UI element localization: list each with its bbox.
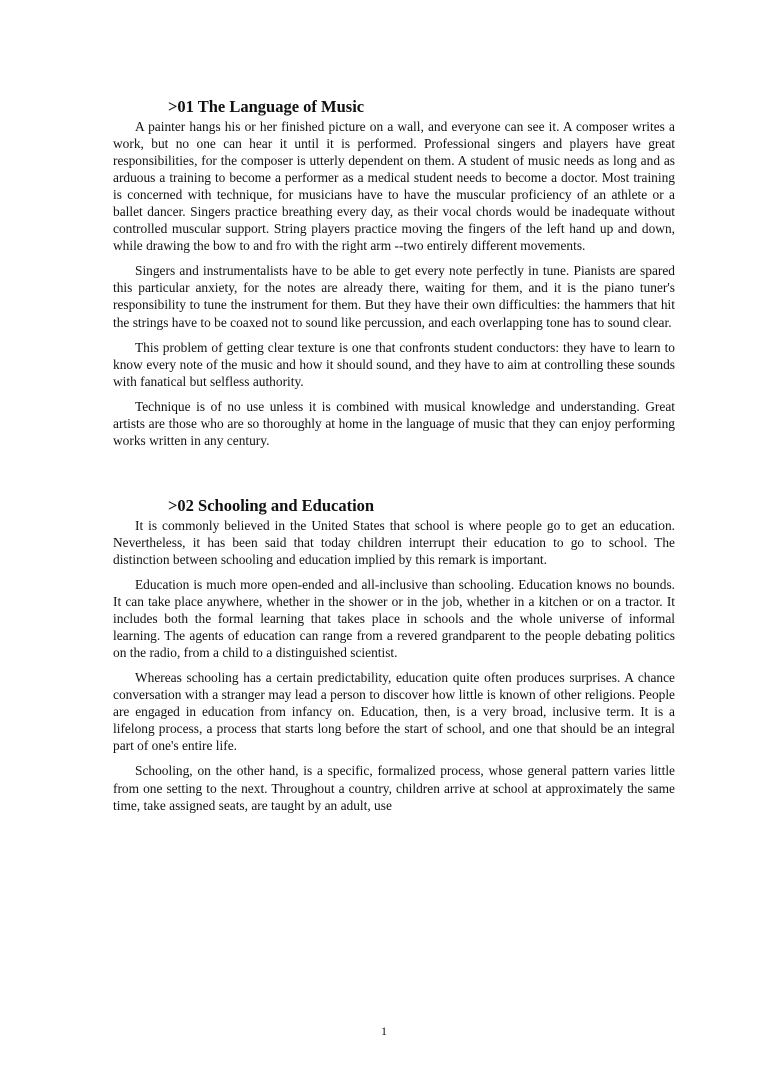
document-page <box>113 96 675 814</box>
section-title: >01 The Language of Music <box>168 97 365 116</box>
paragraph: Education is much more open-ended and all-inclusive than schooling. Education knows no bounds. It can take place anywhere, whether in the shower or in the job, whether in a kitchen or on a tractor. It includes both the formal learning that takes place in schools and the whole universe of informal learning. The agents of education can range from a revered grandparent to the people debating politics on the radio, from a child to a distinguished scientist. <box>113 576 675 661</box>
section-schooling-and-education <box>113 495 675 814</box>
paragraph: It is commonly believed in the United States that school is where people go to get an education. Nevertheless, it has been said that today children interrupt their education to go to school. The distinction between schooling and education implied by this remark is important. <box>113 517 675 567</box>
paragraph: Technique is of no use unless it is combined with musical knowledge and understanding. Great artists are those who are so thoroughly at home in the language of music that they can enjoy performing works written in any century. <box>113 398 675 448</box>
paragraph: A painter hangs his or her finished picture on a wall, and everyone can see it. A composer writes a work, but no one can hear it until it is performed. Professional singers and players have great responsibilities, for the composer is utterly dependent on them. A student of music needs as long and as arduous a training to become a performer as a medical student needs to become a doctor. Most training is concerned with technique, for musicians have to have the muscular proficiency of an athlete or a ballet dancer. Singers practice breathing every day, as their vocal chords would be inadequate without controlled muscular support. String players practice moving the fingers of the left hand up and down, while drawing the bow to and fro with the right arm --two entirely different movements. <box>113 119 675 254</box>
paragraph: Whereas schooling has a certain predictability, education quite often produces surprises. A chance conversation with a stranger may lead a person to discover how little is known of other religions. People are engaged in education from infancy on. Education, then, is a very broad, inclusive term. It is a lifelong process, a process that starts long before the start of school, and one that should be an integral part of one's entire life. <box>113 670 675 754</box>
paragraph: Schooling, on the other hand, is a specific, formalized process, whose general pattern varies little from one setting to the next. Throughout a country, children arrive at school at approximately the same time, take assigned seats, are taught by an adult, use <box>113 763 675 813</box>
paragraph: This problem of getting clear texture is one that confronts student conductors: they have to learn to know every note of the music and how it should sound, and they have to aim at controlling these sounds with fanatical but selfless authority. <box>113 339 675 389</box>
page-number: 1 <box>381 1024 387 1038</box>
paragraph: Singers and instrumentalists have to be able to get every note perfectly in tune. Pianists are spared this particular anxiety, for the notes are already there, waiting for them, and it is the piano tuner's responsibility to tune the instrument for them. But they have their own difficulties: the hammers that hit the strings have to be coaxed not to sound like percussion, and each overlapping tone has to sound clear. <box>113 263 675 330</box>
section-language-of-music <box>113 96 675 449</box>
section-spacer <box>113 449 675 495</box>
section-title: >02 Schooling and Education <box>168 495 375 515</box>
